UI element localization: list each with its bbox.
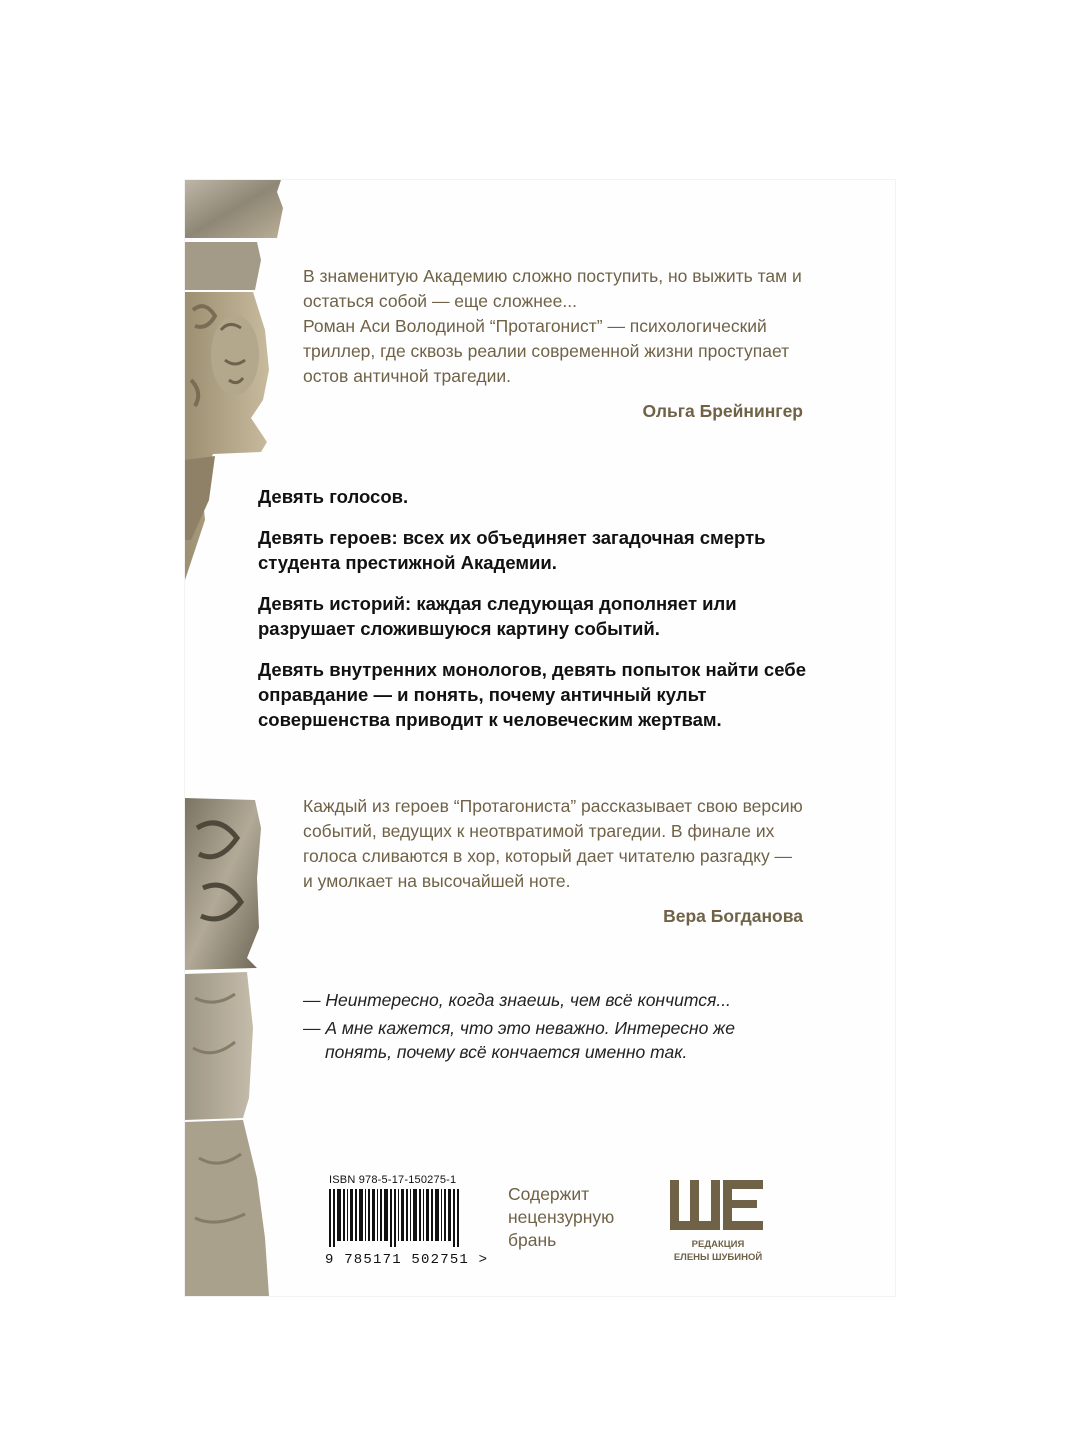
publisher-logo-icon [668, 1174, 768, 1232]
barcode-icon [325, 1189, 467, 1247]
stone-column-bottom-image [185, 798, 280, 1296]
publisher-name-line-1: РЕДАКЦИЯ [691, 1239, 745, 1250]
blurb-paragraph-2: Девять героев: всех их объединяет загадочная смерть студента престижной Академии. [258, 527, 766, 573]
isbn-digits: 9 785171 502751 > [325, 1252, 489, 1268]
publisher-name-line-2: ЕЛЕНЫ ШУБИНОЙ [673, 1252, 763, 1263]
dialog-line-2: — А мне кажется, что это неважно. Интересно же понять, почему всё кончается именно так. [303, 1018, 735, 1062]
dialog-excerpt [303, 988, 803, 1068]
review-quote-1 [303, 264, 803, 424]
blurb-paragraph-4: Девять внутренних монологов, девять попыток найти себе оправдание — и понять, почему античный культ совершенства приводит к человеческим жертвам. [258, 659, 806, 730]
review-author-2: Вера Богданова [663, 906, 803, 926]
review-quote-1-line-1: В знаменитую Академию сложно поступить, но выжить там и остаться собой — еще сложнее... [303, 266, 802, 311]
dialog-line-1: — Неинтересно, когда знаешь, чем всё кончится... [303, 990, 731, 1010]
review-quote-2-text: Каждый из героев “Протагониста” рассказывает свою версию событий, ведущих к неотвратимой трагедии. В финале их голоса сливаются в хор, который дает читателю разгадку — и умолкает на высочайшей ноте. [303, 796, 803, 891]
isbn-barcode [325, 1174, 489, 1268]
review-quote-2 [303, 794, 803, 929]
book-blurb [258, 484, 818, 748]
blurb-paragraph-1: Девять голосов. [258, 486, 409, 507]
book-back-cover [185, 180, 895, 1296]
publisher-logo [668, 1174, 768, 1263]
review-author-1: Ольга Брейнингер [642, 401, 803, 421]
content-warning: Содержит нецензурную брань [508, 1184, 615, 1250]
blurb-paragraph-3: Девять историй: каждая следующая дополняет или разрушает сложившуюся картину событий. [258, 593, 737, 639]
isbn-label: ISBN 978-5-17-150275-1 [329, 1174, 457, 1186]
review-quote-1-line-2: Роман Аси Володиной “Протагонист” — психологический триллер, где сквозь реалии современной жизни проступает остов античной трагедии. [303, 316, 790, 386]
